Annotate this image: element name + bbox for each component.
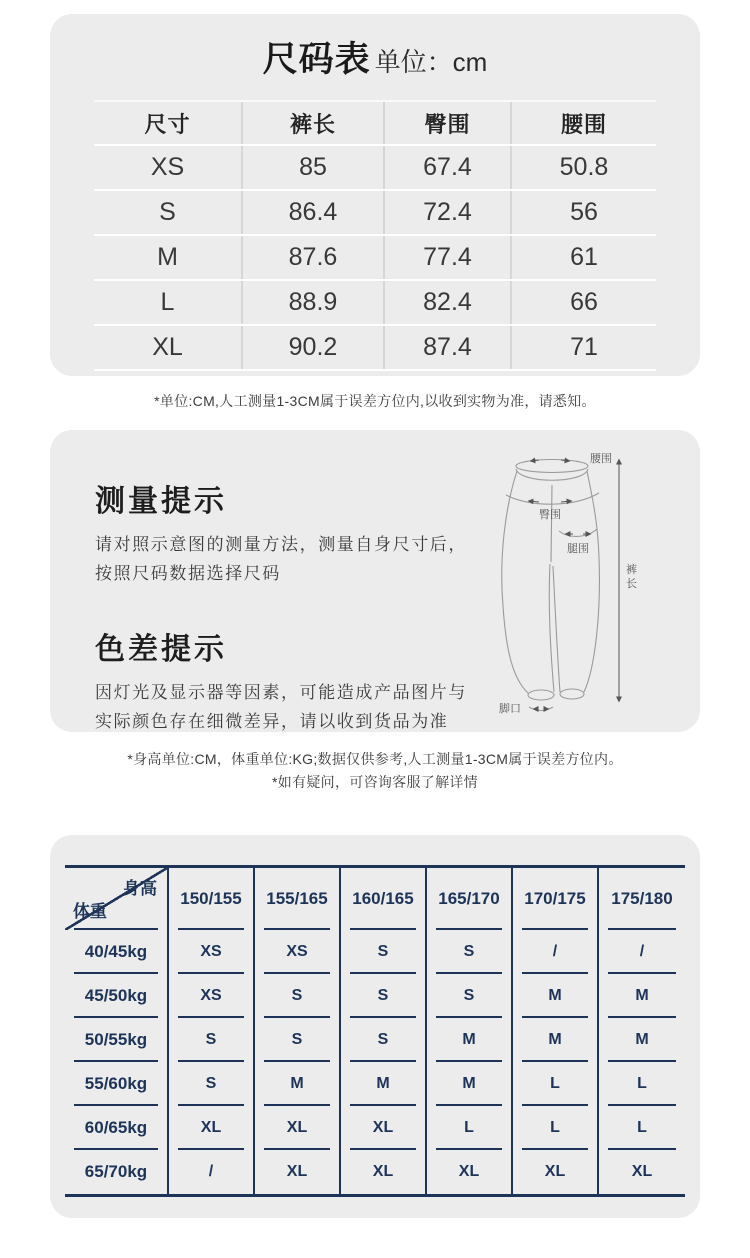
length-cell: 87.6 bbox=[243, 236, 385, 279]
size-value-cell: / bbox=[169, 1150, 255, 1194]
corner-weight-label: 体重 bbox=[73, 902, 107, 921]
size-value-cell: M bbox=[599, 1018, 685, 1062]
waist-label: 腰围 bbox=[590, 453, 612, 465]
leg-opening-label: 脚口 bbox=[499, 703, 521, 715]
hip-cell: 82.4 bbox=[385, 281, 512, 324]
size-value-cell: XL bbox=[513, 1150, 599, 1194]
size-value-cell: M bbox=[427, 1062, 513, 1106]
size-chart-title bbox=[50, 38, 700, 82]
height-header-cell: 160/165 bbox=[341, 868, 427, 930]
note-units: *身高单位:CM，体重单位:KG;数据仅供参考,人工测量1-3CM属于误差方位内。 bbox=[127, 751, 623, 767]
size-table-header: 裤长 bbox=[243, 102, 385, 144]
hip-cell: 77.4 bbox=[385, 236, 512, 279]
tips-text bbox=[95, 476, 467, 736]
size-value-cell: L bbox=[599, 1106, 685, 1150]
size-value-cell: M bbox=[255, 1062, 341, 1106]
measure-tip-block bbox=[95, 476, 467, 588]
size-value-cell: S bbox=[255, 974, 341, 1018]
waist-cell: 71 bbox=[570, 333, 598, 361]
size-value-cell: S bbox=[255, 1018, 341, 1062]
size-value-cell: XL bbox=[341, 1106, 427, 1150]
size-table-rows bbox=[94, 146, 656, 371]
height-header-cell: 170/175 bbox=[513, 868, 599, 930]
measure-tip-title: 测量提示 bbox=[95, 485, 227, 518]
size-value-cell: XL bbox=[341, 1150, 427, 1194]
height-header-cell: 150/155 bbox=[169, 868, 255, 930]
size-cell-label: XL bbox=[94, 326, 243, 369]
length-cell: 85 bbox=[243, 146, 385, 189]
size-value-cell: L bbox=[513, 1062, 599, 1106]
size-table-row bbox=[94, 146, 656, 191]
height-header-cell: 165/170 bbox=[427, 868, 513, 930]
size-value-cell: / bbox=[513, 930, 599, 974]
size-table-header: 腰围 bbox=[560, 111, 607, 137]
pants-length-label-2: 长 bbox=[626, 578, 637, 590]
color-tip-line1: 因灯光及显示器等因素，可能造成产品图片与 bbox=[95, 683, 467, 702]
size-value-cell: L bbox=[427, 1106, 513, 1150]
bottom-notes bbox=[0, 748, 750, 794]
length-cell: 88.9 bbox=[243, 281, 385, 324]
size-value-cell: XS bbox=[169, 974, 255, 1018]
size-table-row bbox=[94, 236, 656, 281]
size-value-cell: M bbox=[599, 974, 685, 1018]
size-value-cell: S bbox=[169, 1062, 255, 1106]
size-value-cell: XL bbox=[169, 1106, 255, 1150]
unit-label: 单位：cm bbox=[374, 47, 488, 77]
pants-length-label-1: 裤 bbox=[626, 564, 637, 576]
waist-cell: 56 bbox=[570, 198, 598, 226]
size-value-cell: / bbox=[599, 930, 685, 974]
size-value-cell: S bbox=[341, 974, 427, 1018]
note-contact: *如有疑问，可咨询客服了解详情 bbox=[272, 774, 478, 790]
color-tip-body bbox=[95, 678, 467, 736]
length-cell: 86.4 bbox=[243, 191, 385, 234]
color-tip-line2: 实际颜色存在细微差异，请以收到货品为准 bbox=[95, 712, 449, 731]
size-table-header-row bbox=[94, 102, 656, 146]
size-table-header: 臀围 bbox=[385, 102, 512, 144]
weight-label-cell: 50/55kg bbox=[65, 1018, 169, 1062]
weight-label-cell: 65/70kg bbox=[65, 1150, 169, 1194]
size-value-cell: M bbox=[513, 974, 599, 1018]
size-cell-label: XS bbox=[94, 146, 243, 189]
size-value-cell: XL bbox=[631, 1163, 653, 1180]
waist-cell: 66 bbox=[570, 288, 598, 316]
size-chart-note: *单位:CM,人工测量1-3CM属于误差方位内,以收到实物为准，请悉知。 bbox=[154, 393, 596, 409]
length-cell: 90.2 bbox=[243, 326, 385, 369]
hip-cell: 67.4 bbox=[385, 146, 512, 189]
corner-cell bbox=[65, 868, 169, 930]
pants-measurement-diagram bbox=[487, 446, 662, 718]
size-value-cell: L bbox=[513, 1106, 599, 1150]
size-value-cell: S bbox=[341, 1018, 427, 1062]
size-value-cell: XS bbox=[255, 930, 341, 974]
thigh-label: 腿围 bbox=[567, 543, 589, 555]
size-chart-card bbox=[50, 14, 700, 376]
height-header-cell: 155/165 bbox=[255, 868, 341, 930]
size-value-cell: XL bbox=[255, 1106, 341, 1150]
size-value-cell: S bbox=[169, 1018, 255, 1062]
weight-label-cell: 55/60kg bbox=[65, 1062, 169, 1106]
size-table bbox=[94, 100, 656, 371]
size-value-cell: XL bbox=[255, 1150, 341, 1194]
measure-tip-line2: 按照尺码数据选择尺码 bbox=[95, 564, 281, 583]
color-tip-block bbox=[95, 624, 467, 736]
size-value-cell: S bbox=[427, 974, 513, 1018]
size-table-row bbox=[94, 191, 656, 236]
size-value-cell: XL bbox=[427, 1150, 513, 1194]
page-title: 尺码表 bbox=[262, 40, 371, 79]
size-value-cell: S bbox=[427, 930, 513, 974]
waist-cell: 61 bbox=[570, 243, 598, 271]
size-value-cell: M bbox=[341, 1062, 427, 1106]
size-table-row bbox=[94, 326, 656, 371]
weight-label-cell: 60/65kg bbox=[65, 1106, 169, 1150]
size-cell-label: L bbox=[94, 281, 243, 324]
size-value-cell: M bbox=[513, 1018, 599, 1062]
size-cell-label: M bbox=[94, 236, 243, 279]
weight-label-cell: 40/45kg bbox=[65, 930, 169, 974]
color-tip-title: 色差提示 bbox=[95, 633, 227, 666]
tips-card bbox=[50, 430, 700, 732]
size-cell-label: S bbox=[94, 191, 243, 234]
waist-cell: 50.8 bbox=[559, 153, 609, 181]
measure-tip-body bbox=[95, 530, 467, 588]
size-value-cell: XS bbox=[169, 930, 255, 974]
recommend-card bbox=[50, 835, 700, 1218]
size-value-cell: M bbox=[427, 1018, 513, 1062]
size-value-cell: S bbox=[341, 930, 427, 974]
corner-height-label: 身高 bbox=[123, 879, 157, 898]
weight-label-cell: 45/50kg bbox=[65, 974, 169, 1018]
measure-tip-line1: 请对照示意图的测量方法，测量自身尺寸后， bbox=[95, 535, 467, 554]
hip-cell: 72.4 bbox=[385, 191, 512, 234]
hip-cell: 87.4 bbox=[385, 326, 512, 369]
hip-label: 臀围 bbox=[539, 509, 561, 521]
recommend-table bbox=[65, 865, 685, 1197]
size-table-header: 尺寸 bbox=[94, 102, 243, 144]
height-header-cell: 175/180 bbox=[599, 868, 685, 930]
size-table-row bbox=[94, 281, 656, 326]
size-value-cell: L bbox=[599, 1062, 685, 1106]
